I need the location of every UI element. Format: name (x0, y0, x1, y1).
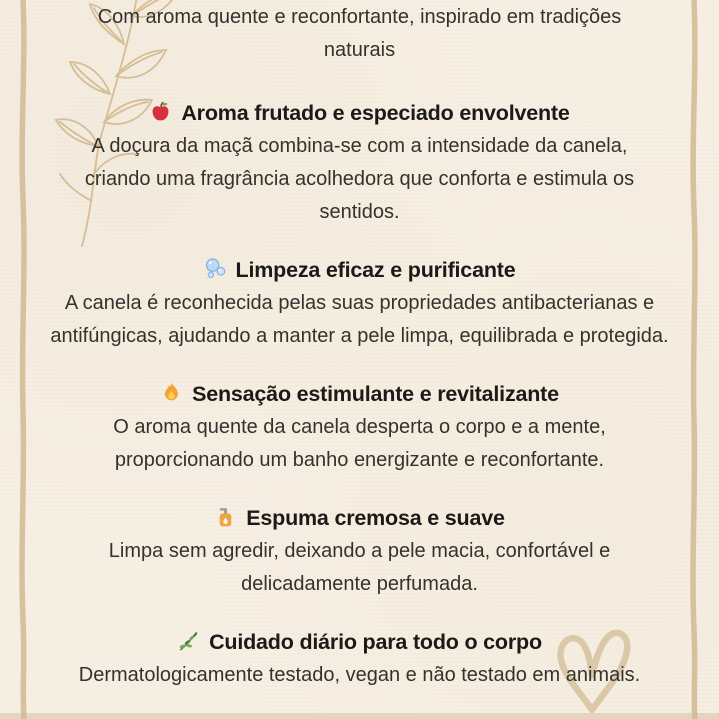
section-espuma (34, 502, 685, 601)
section-aroma (34, 97, 685, 229)
torn-paper-edge-right (679, 0, 719, 719)
section-aroma-body: A doçura da maçã combina-se com a intensidade da canela, criando uma fragrância acolhedora que conforta e estimula os sentidos. (84, 135, 635, 223)
section-cuidado (34, 626, 685, 692)
section-sensacao-heading (34, 378, 685, 411)
section-cuidado-title: Cuidado diário para todo o corpo (209, 630, 542, 654)
soap-dispenser-icon (214, 505, 237, 529)
torn-paper-edge-bottom (0, 713, 719, 719)
intro-text: Com aroma quente e reconfortante, inspirado em tradições naturais (97, 6, 622, 61)
section-limpeza-heading (34, 254, 685, 287)
section-sensacao-title: Sensação estimulante e revitalizante (192, 382, 559, 406)
apple-icon (149, 100, 172, 124)
fire-icon (160, 381, 183, 405)
section-aroma-heading (34, 97, 685, 130)
section-espuma-title: Espuma cremosa e suave (246, 506, 505, 530)
section-limpeza-title: Limpeza eficaz e purificante (235, 258, 516, 282)
section-limpeza-body: A canela é reconhecida pelas suas propriedades antibacterianas e antifúngicas, ajudando a manter a pele limpa, equilibrada e protegida. (50, 292, 669, 347)
section-cuidado-heading (34, 626, 685, 659)
section-cuidado-body: Dermatologicamente testado, vegan e não testado em animais. (78, 664, 641, 686)
herb-icon (177, 629, 200, 653)
section-espuma-body: Limpa sem agredir, deixando a pele macia, confortável e delicadamente perfumada. (108, 540, 611, 595)
section-espuma-heading (34, 502, 685, 535)
section-limpeza (34, 254, 685, 353)
section-sensacao-body: O aroma quente da canela desperta o corpo e a mente, proporcionando um banho energizante e reconfortante. (113, 416, 606, 471)
section-sensacao (34, 378, 685, 477)
content-column (34, 0, 685, 692)
bubbles-icon (204, 257, 227, 281)
section-aroma-title: Aroma frutado e especiado envolvente (181, 101, 570, 125)
